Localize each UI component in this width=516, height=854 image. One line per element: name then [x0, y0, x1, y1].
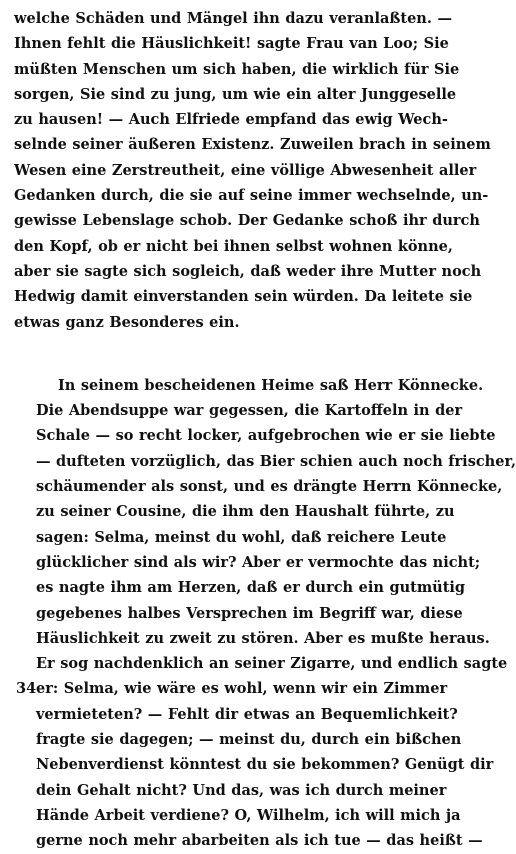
text-line: aber sie sagte sich sogleich, daß weder ihre Mutter noch	[14, 262, 482, 280]
text-line: es nagte ihm am Herzen, daß er durch ein gutmütig	[36, 579, 466, 597]
text-line: Gedanken durch, die sie auf seine immer wechselnde, un-	[14, 187, 489, 205]
text-line: welche Schäden und Mängel ihn dazu veranlaßten. —	[14, 10, 452, 27]
text-line: In seinem bescheidenen Heime saß Herr Könnecke.	[58, 376, 484, 394]
text-line: vermieteten? — Fehlt dir etwas an Bequemlichkeit?	[36, 705, 458, 723]
text-line: Häuslichkeit zu zweit zu stören. Aber es mußte heraus.	[36, 629, 490, 647]
text-line: schäumender als sonst, und es drängte Herrn Könnecke,	[36, 478, 503, 496]
text-line: fragte sie dagegen; — meinst du, durch ein bißchen	[36, 731, 462, 749]
text-line: etwas ganz Besonderes ein.	[14, 313, 240, 331]
text-line: er: Selma, wie wäre es wohl, wenn wir ein Zimmer	[36, 680, 448, 698]
paragraph-1	[14, 6, 491, 335]
text-line: dein Gehalt nicht? Und das, was ich durch meiner	[36, 781, 447, 799]
text-line: gegebenes halbes Versprechen im Begriff war, diese	[36, 604, 463, 622]
text-line: müßten Menschen um sich haben, die wirklich für Sie	[14, 60, 460, 78]
book-page	[14, 6, 516, 854]
text-line: sorgen, Sie sind zu jung, um wie ein alter Junggeselle	[14, 85, 457, 103]
paragraph-2	[14, 373, 516, 854]
text-line: zu seiner Cousine, die ihm den Haushalt führte, zu	[36, 503, 455, 521]
text-line: Ihnen fehlt die Häuslichkeit! sagte Frau van Loo; Sie	[14, 35, 449, 53]
text-line: glücklicher sind als wir? Aber er vermochte das nicht;	[36, 553, 481, 571]
text-line: zu hausen! — Auch Elfriede empfand das ewig Wech-	[14, 111, 448, 129]
text-line: Schale — so recht locker, aufgebrochen wie er sie liebte	[36, 427, 496, 445]
text-line: Hände Arbeit verdiene? O, Wilhelm, ich will mich ja	[36, 806, 461, 824]
text-line: Die Abendsuppe war gegessen, die Kartoffeln in der	[36, 402, 463, 420]
text-line: sagen: Selma, meinst du wohl, daß reichere Leute	[36, 528, 447, 546]
text-line: gewisse Lebenslage schob. Der Gedanke schoß ihr durch	[14, 212, 480, 230]
text-line: Nebenverdienst könntest du sie bekommen? Genügt dir	[36, 756, 494, 774]
text-line: den Kopf, ob er nicht bei ihnen selbst wohnen könne,	[14, 237, 453, 255]
text-line: selnde seiner äußeren Existenz. Zuweilen brach in seinem	[14, 136, 491, 154]
page-number: 34	[16, 680, 37, 697]
text-line: — dufteten vorzüglich, das Bier schien auch noch frischer,	[36, 452, 516, 470]
text-line: Wesen eine Zerstreutheit, eine völlige Abwesenheit aller	[14, 161, 477, 179]
text-line: Er sog nachdenklich an seiner Zigarre, und endlich sagte	[36, 655, 508, 673]
text-line: Hedwig damit einverstanden sein würden. Da leitete sie	[14, 288, 473, 306]
text-line: gerne noch mehr abarbeiten als ich tue — das heißt —	[36, 832, 483, 850]
